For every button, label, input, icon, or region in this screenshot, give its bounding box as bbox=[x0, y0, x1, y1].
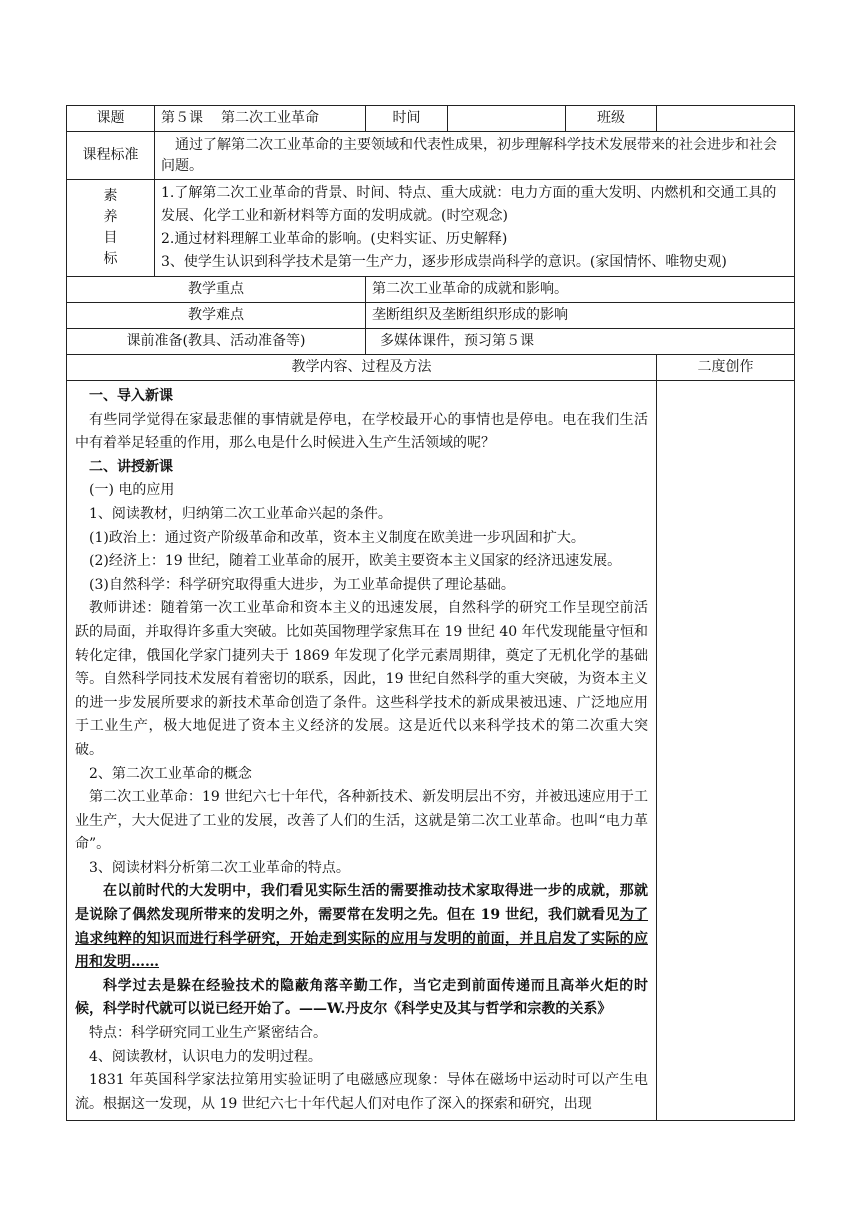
literacy-label-char: 素 bbox=[103, 188, 118, 204]
paragraph: (2)经济上：19 世纪，随着工业革命的展开，欧美主要资本主义国家的经济迅速发展。 bbox=[89, 553, 622, 570]
paragraph: 4、阅读教材，认识电力的发明过程。 bbox=[89, 1048, 322, 1065]
paragraph: 1831 年英国科学家法拉第用实验证明了电磁感应现象：导体在磁场中运动时可以产生电流。根据这一发现，从 19 世纪六七十年代起人们对电作了深入的探索和研究，出现 bbox=[75, 1072, 648, 1112]
header-row bbox=[67, 106, 795, 132]
class-label: 班级 bbox=[566, 106, 657, 132]
prep-row bbox=[67, 329, 795, 355]
standard-text: 通过了解第二次工业革命的主要领域和代表性成果，初步理解科学技术发展带来的社会进步和社会问题。 bbox=[155, 132, 795, 180]
literacy-label bbox=[67, 180, 155, 277]
paragraph: 特点：科学研究同工业生产紧密结合。 bbox=[89, 1025, 327, 1042]
side-notes-cell[interactable] bbox=[657, 381, 795, 1121]
difficulty-text: 垄断组织及垄断组织形成的影响 bbox=[366, 303, 795, 329]
literacy-goals bbox=[155, 180, 795, 277]
quote-paragraph bbox=[75, 975, 648, 1022]
topic-label: 课题 bbox=[67, 106, 155, 132]
lesson-content bbox=[67, 381, 657, 1121]
lesson-plan-table bbox=[66, 105, 795, 1121]
columns-row bbox=[67, 355, 795, 381]
paragraph: 教师讲述：随着第一次工业革命和资本主义的迅速发展，自然科学的研究工作呈现空前活跃的局面，并取得许多重大突破。比如英国物理学家焦耳在 19 世纪 40 年代发现能量守恒和转化定律，俄国化学家门捷列夫于 1869 年发现了化学元素周期律，奠定了无机化学的基础等。自然科学同技术发展有着密切的联系，因此，19 世纪自然科学的重大突破，为资本主义的进一步发展所要求的新技术革命创造了条件。这些科学技术的新成果被迅速、广泛地应用于工业生产，极大地促进了资本主义经济的发展。这是近代以来科学技术的第二次重大突破。 bbox=[75, 600, 648, 758]
paragraph: 2、第二次工业革命的概念 bbox=[89, 765, 252, 782]
paragraph: (3)自然科学：科学研究取得重大进步，为工业革命提供了理论基础。 bbox=[89, 576, 515, 593]
time-value[interactable] bbox=[448, 106, 566, 132]
lesson-number: 第５课 bbox=[161, 110, 203, 126]
main-column-header: 教学内容、过程及方法 bbox=[67, 355, 657, 381]
paragraph: 1、阅读教材，归纳第二次工业革命兴起的条件。 bbox=[89, 505, 392, 522]
subsection-title: (一) 电的应用 bbox=[89, 482, 175, 499]
section-title-teaching: 二、讲授新课 bbox=[89, 458, 173, 475]
quote-paragraph bbox=[75, 880, 648, 974]
focus-label: 教学重点 bbox=[67, 277, 366, 303]
side-column-header: 二度创作 bbox=[657, 355, 795, 381]
literacy-label-char: 标 bbox=[103, 251, 118, 267]
difficulty-label: 教学难点 bbox=[67, 303, 366, 329]
paragraph: 第二次工业革命：19 世纪六七十年代，各种新技术、新发明层出不穷，并被迅速应用于工业生产，大大促进了工业的发展，改善了人们的生活，这就是第二次工业革命。也叫“电力革命”。 bbox=[75, 789, 648, 853]
focus-row bbox=[67, 277, 795, 303]
lesson-plan-sheet bbox=[66, 105, 794, 1121]
content-row bbox=[67, 381, 795, 1121]
time-label: 时间 bbox=[366, 106, 448, 132]
prep-text: 多媒体课件，预习第５课 bbox=[366, 329, 795, 355]
standard-row bbox=[67, 132, 795, 180]
paragraph: (1)政治上：通过资产阶级革命和改革，资本主义制度在欧美进一步巩固和扩大。 bbox=[89, 529, 585, 546]
difficulty-row bbox=[67, 303, 795, 329]
literacy-label-char: 目 bbox=[103, 230, 118, 246]
goal-item: 2.通过材料理解工业革命的影响。(史料实证、历史解释) bbox=[161, 231, 508, 247]
class-value[interactable] bbox=[657, 106, 795, 132]
topic-cell bbox=[155, 106, 366, 132]
prep-label: 课前准备(教具、活动准备等) bbox=[67, 329, 366, 355]
quote-text: 在以前时代的大发明中，我们看见实际生活的需要推动技术家取得进一步的成就，那就是说除了偶然发现所带来的发明之外，需要常在发明之先。但在 19 世纪，我们就看见 bbox=[75, 883, 648, 924]
paragraph: 有些同学觉得在家最悲催的事情就是停电，在学校最开心的事情也是停电。电在我们生活中有着举足轻重的作用，那么电是什么时候进入生产生活领域的呢？ bbox=[75, 411, 648, 452]
quote-source: ——W.丹皮尔《科学史及其与哲学和宗教的关系》 bbox=[299, 1001, 612, 1018]
quote-underlined: 为了追求纯粹的知识而进行科学研究，开始走到实际的应用与发明的前面，并且启发了实际的应用和发明…… bbox=[75, 907, 649, 971]
literacy-label-char: 养 bbox=[103, 209, 118, 225]
goal-item: 1.了解第二次工业革命的背景、时间、特点、重大成就：电力方面的重大发明、内燃机和交通工具的发展、化学工业和新材料等方面的发明成就。(时空观念) bbox=[161, 185, 777, 224]
goal-item: 3、使学生认识到科学技术是第一生产力，逐步形成崇尚科学的意识。(家国情怀、唯物史观) bbox=[161, 254, 727, 270]
lesson-title: 第二次工业革命 bbox=[221, 110, 319, 126]
paragraph: 3、阅读材料分析第二次工业革命的特点。 bbox=[89, 859, 350, 876]
quote-text: 科学过去是躲在经验技术的隐蔽角落辛勤工作，当它走到前面传递而且高举火炬的时候，科学时代就可以说已经开始了。 bbox=[75, 977, 648, 1018]
section-title-intro: 一、导入新课 bbox=[89, 388, 173, 404]
standard-label: 课程标准 bbox=[67, 132, 155, 180]
focus-text: 第二次工业革命的成就和影响。 bbox=[366, 277, 795, 303]
literacy-row bbox=[67, 180, 795, 277]
